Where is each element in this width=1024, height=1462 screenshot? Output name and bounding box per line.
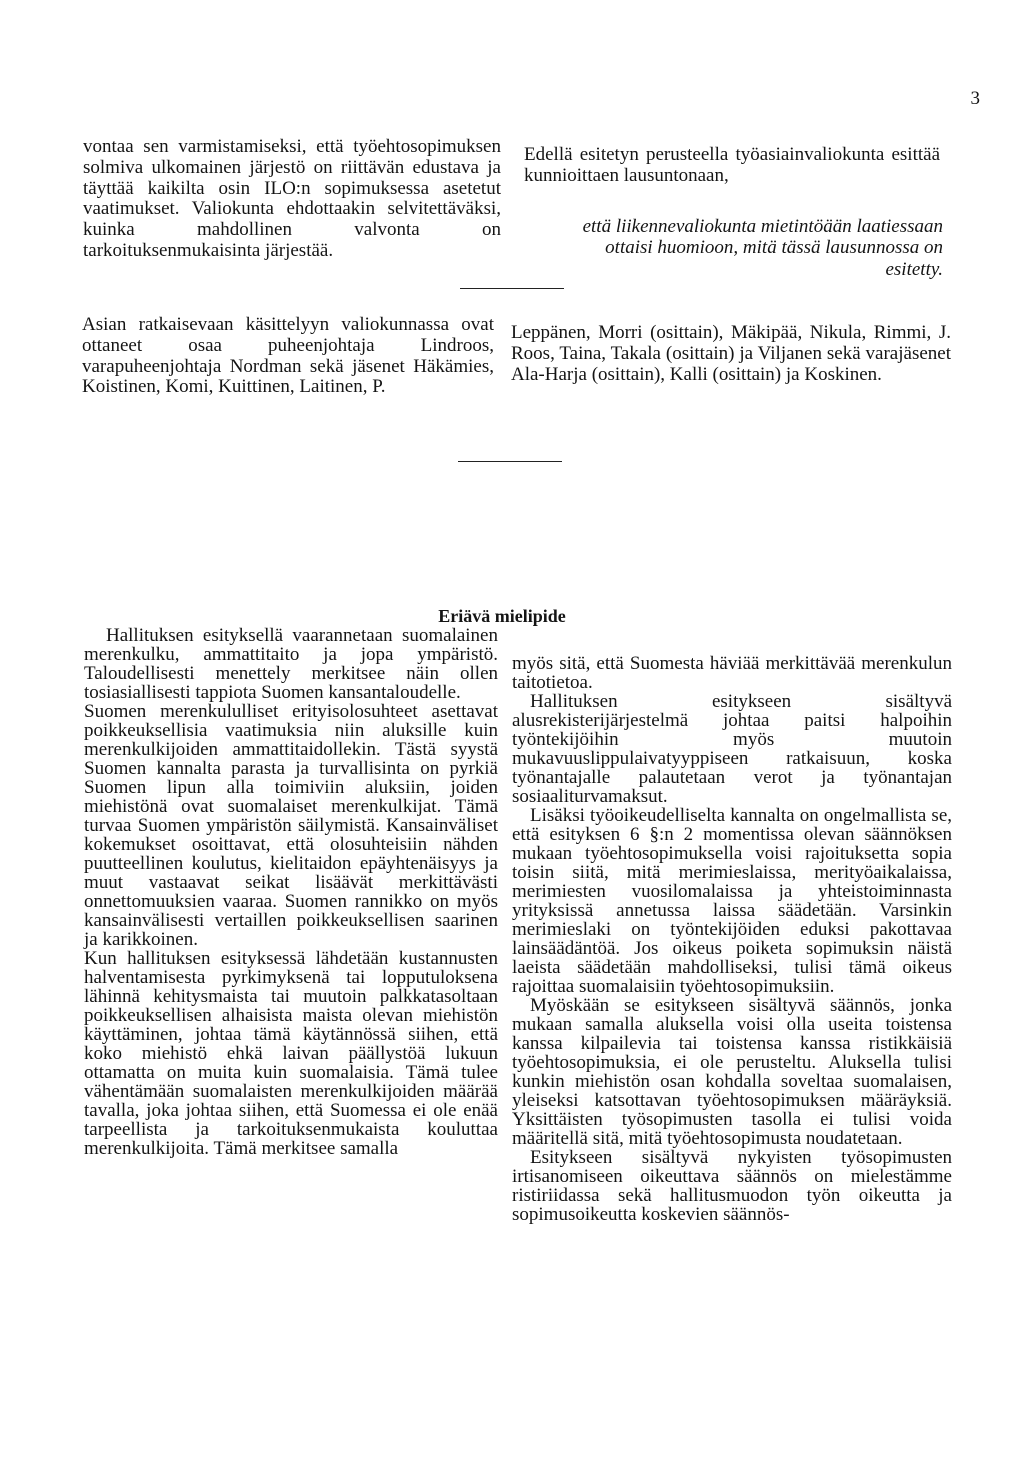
dissent-right-paragraph: Lisäksi työoikeudelliselta kannalta on ongelmallista se, että esityksen 6 §:n 2 momentissa olevan säännöksen mukaan työehtosopimuksella voisi rajoituksetta sopia toisin siitä, mitä merimieslaissa, merityöaikalaissa, merimiesten vuosilomalaissa ja yhteistoiminnasta yrityksissä annetussa laissa säädetään. Varsinkin merimieslaki on työntekijöiden eduksi pakottavaa lainsäädäntöä. Jos oikeus poiketa sopimuksin näistä laeista säädetään mahdolliseksi, tulisi tämä oikeus rajoittaa suomalaisiin työehtosopimuksiin. [512, 805, 952, 997]
dissent-heading-text: Eriävä mielipide [438, 606, 566, 626]
dissent-heading [0, 606, 1024, 627]
page-number: 3 [970, 88, 980, 109]
top-left-paragraph: vontaa sen varmistamiseksi, että työehtosopimuksen solmiva ulkomainen järjestö on riittävän edustava ja täyttää kaikilta osin ILO:n sopimuksessa asetetut vaatimukset. Valiokunta ehdottaakin selvitettäväksi, kuinka mahdollinen valvonta on tarkoituksenmukaisinta järjestää. [83, 136, 501, 261]
members-left-paragraph: Asian ratkaisevaan käsittelyyn valiokunnassa ovat ottaneet osaa puheenjohtaja Lindroos, varapuheenjohtaja Nordman sekä jäsenet Häkämies, Koistinen, Komi, Kuittinen, Laitinen, P. [82, 314, 494, 398]
dissent-right-paragraph: Esitykseen sisältyvä nykyisten työsopimusten irtisanomiseen oikeuttava säännös on mielestämme ristiriidassa sekä hallitusmuodon työn oikeutta ja sopimusoikeutta koskevien säännös- [512, 1147, 952, 1225]
top-right-quote: että liikennevaliokunta mietintöään laatiessaan ottaisi huomioon, mitä tässä lausunnossa on esitetty. [582, 216, 943, 280]
members-right-paragraph: Leppänen, Morri (osittain), Mäkipää, Nikula, Rimmi, J. Roos, Taina, Takala (osittain) ja Viljanen sekä varajäsenet Ala-Harja (osittain), Kalli (osittain) ja Koskinen. [511, 322, 951, 386]
dissent-right-paragraph: Hallituksen esitykseen sisältyvä alusrekisterijärjestelmä johtaa paitsi halpoihin työntekijöihin myös muutoin mukavuuslippulaivatyyppiseen ratkaisuun, koska työnantajalle palautetaan verot ja työnantajan sosiaaliturvamaksut. [512, 691, 952, 807]
dissent-right-paragraph: myös sitä, että Suomesta häviää merkittävää merenkulun taitotietoa. [512, 653, 952, 693]
dissent-left-column [84, 626, 498, 1158]
dissent-right-column [512, 654, 952, 1224]
divider-rule-top [460, 288, 564, 289]
top-right-intro: Edellä esitetyn perusteella työasiainvaliokunta esittää kunnioittaen lausuntonaan, [524, 144, 940, 186]
dissent-left-paragraph: Kun hallituksen esityksessä lähdetään kustannusten halventamisesta pyrkimyksenä tai lopputuloksena lähinnä kehitysmaista tai muutoin palkkatasoltaan poikkeuksellisen alhaisista maista olevan miehistön käyttäminen, johtaa tämä käytännössä siihen, että koko miehistö ehkä laivan päällystöä lukuun ottamatta on muita kuin suomalaisia. Tämä tulee vähentämään suomalaisten merenkulkijoiden määrää tavalla, joka johtaa siihen, että Suomessa ei ole enää tarpeellista ja tarkoituksenmukaista kouluttaa merenkulkijoita. Tämä merkitsee samalla [84, 948, 498, 1159]
dissent-right-paragraph: Myöskään se esitykseen sisältyvä säännös, jonka mukaan samalla aluksella voisi olla useita toistensa kanssa kilpailevia tai toistensa kanssa ristikkäisiä työehtosopimuksia, ei ole perusteltu. Aluksella tulisi kunkin miehistön osan kohdalla soveltaa suomalaisen, yleiseksi katsottavan työehtosopimuksen määräyksiä. Yksittäisten työsopimusten tasolla ei tulisi voida määritellä sitä, mitä työehtosopimusta noudatetaan. [512, 995, 952, 1149]
dissent-left-paragraph: Suomen merenkululliset erityisolosuhteet asettavat poikkeuksellisia vaatimuksia niin aluksille kuin merenkulkijoiden ammattitaidollekin. Tästä syystä Suomen kannalta parasta ja turvallisinta on pyrkiä Suomen lipun alla toimiviin aluksiin, joiden miehistönä ovat suomalaiset merenkulkijat. Tämä turvaa Suomen ympäristön säilymistä. Kansainväliset kokemukset osoittavat, että olosuhteisiin nähden puutteellinen koulutus, kielitaidon epäyhtenäisyys ja muut vastaavat seikat lisäävät merkittävästi onnettomuuksien vaaraa. Suomen rannikko on myös kansainvälisesti vertaillen poikkeuksellisen saarinen ja karikkoinen. [84, 701, 498, 950]
divider-rule-bottom [458, 461, 562, 462]
dissent-left-paragraph: Hallituksen esityksellä vaarannetaan suomalainen merenkulku, ammattitaito ja jopa ympäristö. Taloudellisesti menettely merkitsee näin ollen tosiasiallisesti tappiota Suomen kansantaloudelle. [84, 625, 498, 703]
